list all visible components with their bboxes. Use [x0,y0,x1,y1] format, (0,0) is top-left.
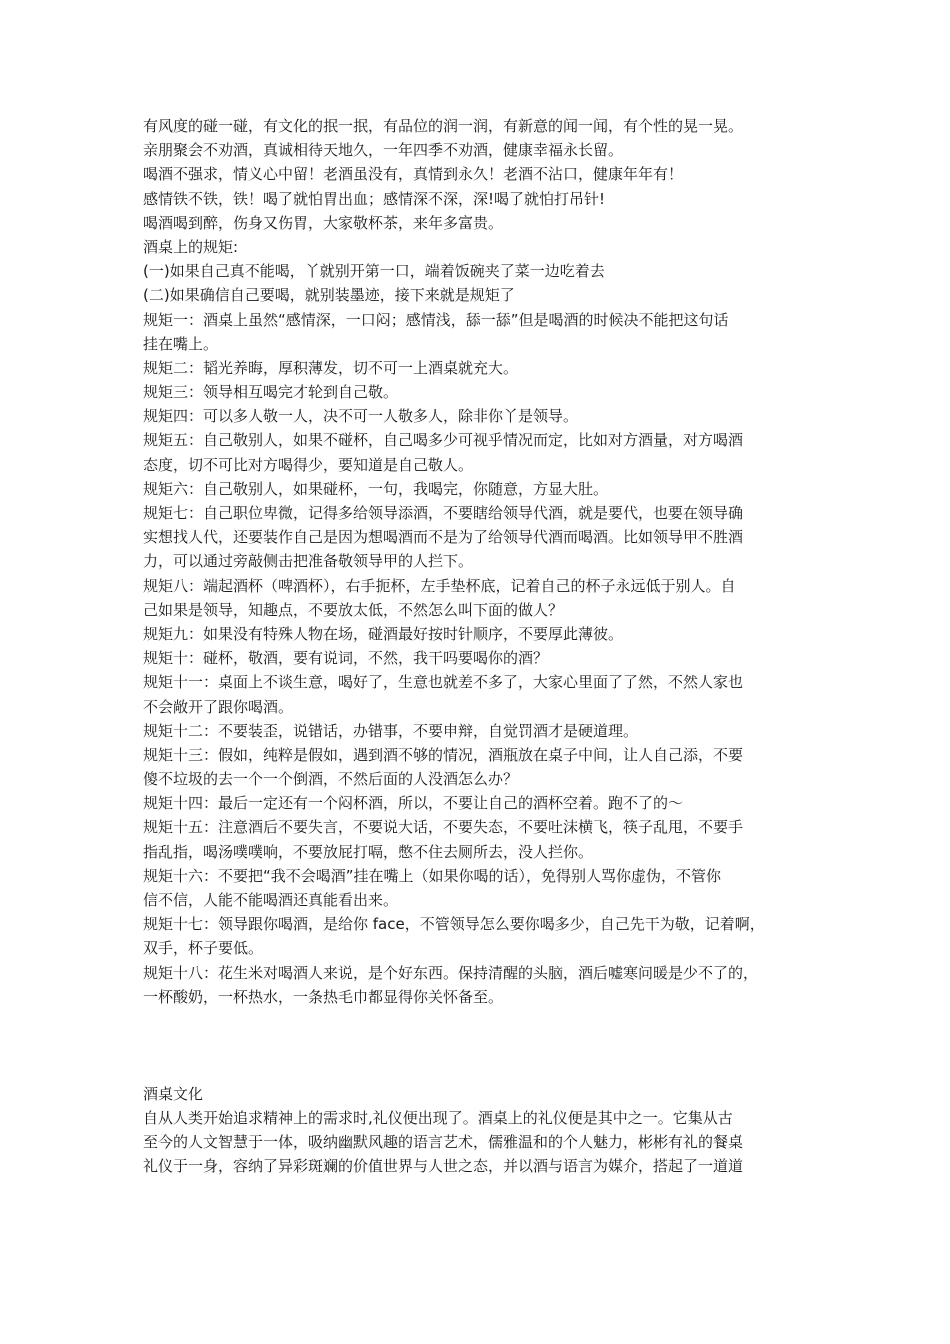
text-line: 一杯酸奶，一杯热水，一条热毛巾都显得你关怀备至。 [143,987,504,1006]
paragraph-gap [143,1009,811,1082]
text-line: 挂在嘴上。 [143,334,219,353]
text-line: (二)如果确信自己要喝，就别装墨迹，接下来就是规矩了 [143,286,515,305]
text-line: 规矩十六：不要把“我不会喝酒”挂在嘴上（如果你喝的话），免得别人骂你虚伪，不管你 [143,866,722,885]
text-line: 信不信，人能不能喝酒还真能看出来。 [143,891,399,909]
text-line: 至今的人文智慧于一体，吸纳幽默风趣的语言艺术，儒雅温和的个人魅力，彬彬有礼的餐桌 [143,1132,744,1151]
drinking-culture-section [143,1082,811,1179]
text-line: 实想找人代，还要装作自己是因为想喝酒而不是为了给领导代酒而喝酒。比如领导甲不胜酒 [143,528,744,547]
text-line: 规矩七：自己职位卑微，记得多给领导添酒，不要瞎给领导代酒，就是要代，也要在领导确 [143,504,744,522]
text-line: 喝酒不强求，情义心中留！老酒虽没有，真情到永久！老酒不沾口，健康年年有！ [143,165,684,184]
text-line: 感情铁不铁，铁！喝了就怕胃出血；感情深不深，深!喝了就怕打吊针! [143,189,606,208]
text-line: 酒桌文化 [143,1084,204,1103]
text-line: 规矩九：如果没有特殊人物在场，碰酒最好按时针顺序，不要厚此薄彼。 [143,624,624,643]
text-line: 力，可以通过旁敲侧击把准备敬领导甲的人拦下。 [143,552,474,571]
text-line: 规矩五：自己敬别人，如果不碰杯，自己喝多少可视乎情况而定，比如对方酒量，对方喝酒 [143,431,744,450]
document-body [143,114,811,1178]
text-line: 喝酒喝到醉，伤身又伤胃，大家敬杯茶，来年多富贵。 [143,213,504,232]
text-line: 规矩十一：桌面上不谈生意，喝好了，生意也就差不多了，大家心里面了了然，不然人家也 [143,673,744,692]
text-line: 指乱指，喝汤噗噗响，不要放屁打嗝，憋不住去厕所去，没人拦你。 [143,842,594,861]
text-line: 规矩十二：不要装歪，说错话，办错事，不要申辩，自觉罚酒才是硬道理。 [143,721,639,740]
text-line: 双手，杯子要低。 [143,939,264,958]
text-line: 傻不垃圾的去一个一个倒酒，不然后面的人没酒怎么办？ [143,770,519,789]
text-line: 规矩一：酒桌上虽然“感情深，一口闷；感情浅，舔一舔”但是喝酒的时候决不能把这句话 [143,310,729,329]
text-line: 己如果是领导，知趣点，不要放太低，不然怎么叫下面的做人？ [143,600,564,619]
text-line: 酒桌上的规矩: [143,237,239,256]
drinking-rules-section [143,114,811,1009]
text-line: (一)如果自己真不能喝，丫就别开第一口，端着饭碗夹了菜一边吃着去 [143,262,605,281]
text-line: 规矩十七：领导跟你喝酒，是给你 face，不管领导怎么要你喝多少，自己先干为敬，记着啊， [143,915,765,934]
text-line: 规矩三：领导相互喝完才轮到自己敬。 [143,383,399,402]
text-line: 态度，切不可比对方喝得少，要知道是自己敬人。 [143,455,474,474]
text-line: 规矩六：自己敬别人，如果碰杯，一句，我喝完，你随意，方显大肚。 [143,479,609,498]
text-line: 规矩二：韬光养晦，厚积薄发，切不可一上酒桌就充大。 [143,358,519,377]
text-line: 规矩十：碰杯，敬酒，要有说词，不然，我干吗要喝你的酒？ [143,649,549,668]
text-line: 有风度的碰一碰，有文化的抿一抿，有品位的润一润，有新意的闻一闻，有个性的晃一晃。 [143,117,744,135]
text-line: 亲朋聚会不劝酒，真诚相待天地久，一年四季不劝酒，健康幸福永长留。 [143,141,624,160]
text-line: 规矩四：可以多人敬一人，决不可一人敬多人，除非你丫是领导。 [143,407,579,426]
text-line: 规矩十三：假如，纯粹是假如，遇到酒不够的情况，酒瓶放在桌子中间，让人自己添，不要 [143,745,744,764]
text-line: 规矩十四：最后一定还有一个闷杯酒，所以，不要让自己的酒杯空着。跑不了的～ [143,794,684,813]
text-line: 规矩十五：注意酒后不要失言，不要说大话，不要失态，不要吐沫横飞，筷子乱甩，不要手 [143,818,744,837]
text-line: 规矩十八：花生米对喝酒人来说，是个好东西。保持清醒的头脑，酒后嘘寒问暖是少不了的， [143,963,759,982]
text-line: 规矩八：端起酒杯（啤酒杯），右手扼杯，左手垫杯底，记着自己的杯子永远低于别人。自 [143,576,736,595]
text-line: 不会敞开了跟你喝酒。 [143,697,294,716]
text-line: 礼仪于一身，容纳了异彩斑斓的价值世界与人世之态，并以酒与语言为媒介，搭起了一道道 [143,1157,744,1176]
text-line: 自从人类开始追求精神上的需求时,礼仪便出现了。酒桌上的礼仪便是其中之一。它集从古 [143,1108,733,1127]
